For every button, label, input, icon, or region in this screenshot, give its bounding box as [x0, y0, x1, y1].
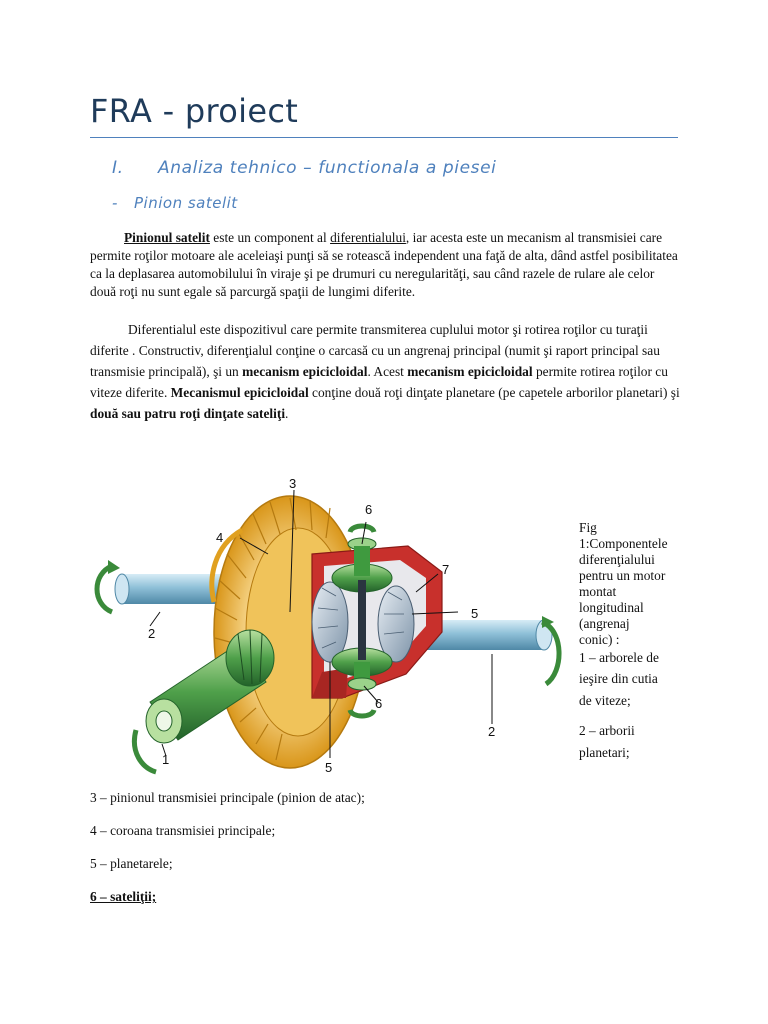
paragraph2-text-b: . Acest	[367, 364, 408, 379]
paragraph2-bold-d: două sau patru roţi dinţate sateliţi	[90, 406, 286, 421]
caption-line: Fig	[579, 520, 597, 535]
subsection-dash: -	[112, 194, 118, 212]
label-2-right: 2	[488, 724, 496, 739]
caption-line: planetari;	[579, 745, 630, 760]
subsection-text: Pinion satelit	[134, 194, 238, 212]
paragraph1-text-b: , iar acesta este un mecanism al transmisiei care permite roţilor motoare ale aceleiaşi punţi să se rotească independent una faţă de alta, dând astfel posibilitatea ca la deplasarea automobilului în viraje şi pe drumuri cu neregularităţi, sau când razele de rulare ale celor două roţi nu sunt egale să parcurgă spaţii de lungimi diferite.	[90, 230, 678, 299]
label-6-top: 6	[365, 502, 373, 517]
caption-line: 1:Componentele	[579, 536, 668, 551]
caption-line: 1 – arborele de	[579, 650, 659, 665]
paragraph2-bold-a: mecanism epicicloidal	[242, 364, 368, 379]
label-2-left: 2	[148, 626, 156, 641]
label-5-right: 5	[471, 606, 479, 621]
caption-gap	[579, 712, 684, 720]
label-6-bottom: 6	[375, 696, 383, 711]
caption-line: ieşire din cutia	[579, 671, 658, 686]
paragraph-differential-description	[90, 319, 680, 424]
section-text: Analiza tehnico – functionala a piesei	[158, 158, 497, 178]
caption-line: 2 – arborii	[579, 723, 635, 738]
paragraph2-text-e: .	[285, 406, 289, 421]
legend-item-3: 3 – pinionul transmisiei principale (pinion de atac);	[90, 790, 365, 805]
paragraph2-bold-b: mecanism epicicloidal	[407, 364, 533, 379]
paragraph2-text-d: conţine două roţi dinţate planetare (pe capetele arborilor planetari) şi	[308, 385, 680, 400]
caption-line: de viteze;	[579, 693, 631, 708]
label-7: 7	[442, 562, 450, 577]
legend-item-4: 4 – coroana transmisiei principale;	[90, 823, 276, 838]
label-4: 4	[216, 530, 224, 545]
figure-caption	[579, 520, 684, 764]
legend-item-6: 6 – sateliţii;	[90, 889, 157, 904]
section-number: I.	[112, 158, 124, 178]
paragraph2-text-c: permite rotirea roţilor cu viteze diferite.	[90, 364, 668, 400]
label-3: 3	[289, 476, 297, 491]
paragraph1-text-a: este un component al	[209, 230, 331, 245]
term-pinion-satelit: Pinionul satelit	[124, 230, 210, 245]
link-diferentialului: diferentialului	[330, 230, 406, 245]
caption-line: diferenţialului	[579, 552, 655, 567]
caption-line: montat	[579, 584, 617, 599]
document-title: FRA - proiect	[90, 92, 299, 130]
paragraph-pinion-definition	[90, 229, 680, 301]
differential-figure	[90, 462, 570, 780]
caption-line: conic) :	[579, 632, 620, 647]
title-underline	[90, 137, 678, 138]
subsection-heading	[112, 194, 238, 212]
caption-line: (angrenaj	[579, 616, 630, 631]
label-5-bottom: 5	[325, 760, 333, 775]
legend-item-5: 5 – planetarele;	[90, 856, 173, 871]
paragraph2-text-a: Diferentialul este dispozitivul care permite transmiterea cuplului motor şi rotirea roţilor cu turaţii diferite . Constructiv, diferenţialul conţine o carcasă cu un angrenaj principal (numit şi raport principal sau transmisie principală), şi un	[90, 322, 660, 379]
paragraph2-bold-c: Mecanismul epicicloidal	[170, 385, 309, 400]
caption-line: longitudinal	[579, 600, 644, 615]
section-heading	[112, 158, 497, 178]
label-1: 1	[162, 752, 170, 767]
caption-line: pentru un motor	[579, 568, 666, 583]
